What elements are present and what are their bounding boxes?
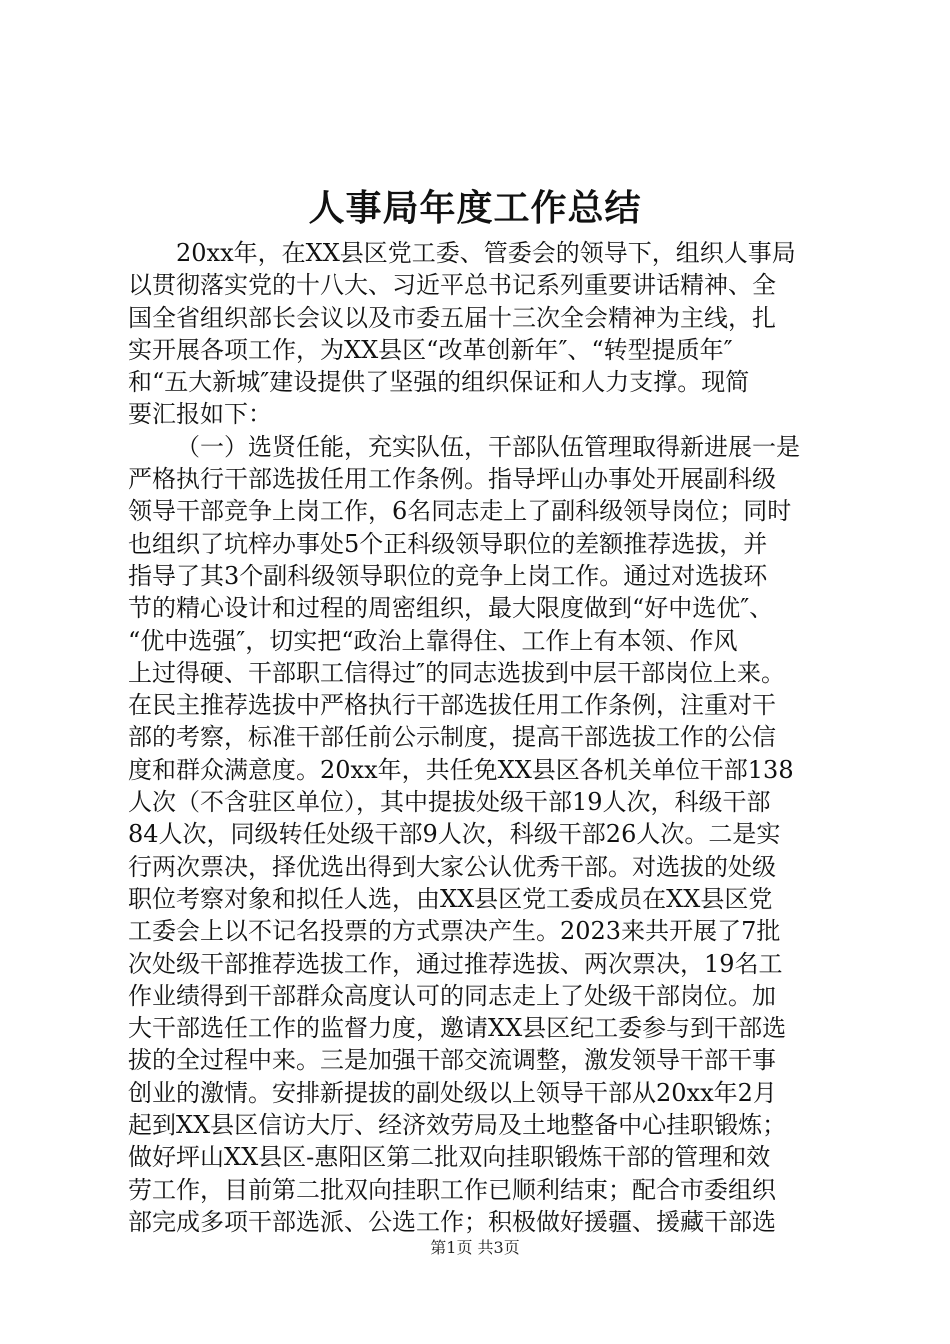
body-line: 工委会上以不记名投票的方式票决产生。2023来共开展了7批 — [128, 917, 781, 946]
body-line: 也组织了坑梓办事处5个正科级领导职位的差额推荐选拔，并 — [128, 529, 768, 558]
body-line: 在民主推荐选拔中严格执行干部选拔任用工作条例，注重对干 — [128, 691, 776, 720]
body-line: 实开展各项工作，为XX县区“改革创新年″、“转型提质年″ — [128, 335, 733, 364]
body-line: 度和群众满意度。20xx年，共任免XX县区各机关单位干部138 — [128, 755, 794, 784]
body-line: 部的考察，标准干部任前公示制度，提高干部选拔工作的公信 — [128, 723, 776, 752]
body-line: 行两次票决，择优选出得到大家公认优秀干部。对选拔的处级 — [128, 852, 776, 881]
body-line: 上过得硬、干部职工信得过″的同志选拔到中层干部岗位上来。 — [128, 658, 785, 687]
body-line: 和“五大新城″建设提供了坚强的组织保证和人力支撑。现简 — [128, 368, 750, 397]
body-line: （一）选贤任能，充实队伍，干部队伍管理取得新进展一是 — [176, 432, 800, 461]
body-line: 国全省组织部长会议以及市委五届十三次全会精神为主线，扎 — [128, 303, 776, 332]
document-title: 人事局年度工作总结 — [308, 188, 642, 229]
body-line: “优中选强″，切实把“政治上靠得住、工作上有本领、作风 — [128, 626, 738, 655]
body-line: 领导干部竞争上岗工作，6名同志走上了副科级领导岗位；同时 — [128, 497, 792, 526]
body-line: 做好坪山XX县区-惠阳区第二批双向挂职锻炼干部的管理和效 — [128, 1143, 771, 1172]
body-line: 20xx年，在XX县区党工委、管委会的领导下，组织人事局 — [176, 239, 796, 267]
body-line: 人次（不含驻区单位），其中提拔处级干部19人次，科级干部 — [128, 788, 771, 817]
body-line: 以贯彻落实党的十八大、习近平总书记系列重要讲话精神、全 — [128, 271, 776, 300]
body-line: 劳工作，目前第二批双向挂职工作已顺利结束；配合市委组织 — [128, 1175, 776, 1204]
body-line: 指导了其3个副科级领导职位的竞争上岗工作。通过对选拔环 — [128, 561, 768, 590]
body-line: 大干部选任工作的监督力度，邀请XX县区纪工委参与到干部选 — [128, 1014, 787, 1043]
body-line: 作业绩得到干部群众高度认可的同志走上了处级干部岗位。加 — [128, 981, 776, 1010]
body-line: 职位考察对象和拟任人选，由XX县区党工委成员在XX县区党 — [128, 884, 773, 913]
body-line: 起到XX县区信访大厅、经济效劳局及土地整备中心挂职锻炼； — [128, 1111, 787, 1140]
page-footer: 第1页 共3页 — [430, 1238, 520, 1257]
body-line: 创业的激情。安排新提拔的副处级以上领导干部从20xx年2月 — [128, 1078, 777, 1107]
body-line: 严格执行干部选拔任用工作条例。指导坪山办事处开展副科级 — [128, 465, 776, 494]
document-body — [128, 237, 848, 1238]
body-line: 节的精心设计和过程的周密组织，最大限度做到“好中选优″、 — [128, 594, 774, 623]
body-line: 部完成多项干部选派、公选工作；积极做好援疆、援藏干部选 — [128, 1207, 776, 1236]
body-line: 84人次，同级转任处级干部9人次，科级干部26人次。二是实 — [128, 820, 781, 849]
body-line: 拔的全过程中来。三是加强干部交流调整，激发领导干部干事 — [128, 1046, 776, 1075]
body-line: 次处级干部推荐选拔工作，通过推荐选拔、两次票决，19名工 — [128, 949, 783, 978]
body-line: 要汇报如下： — [128, 400, 272, 429]
